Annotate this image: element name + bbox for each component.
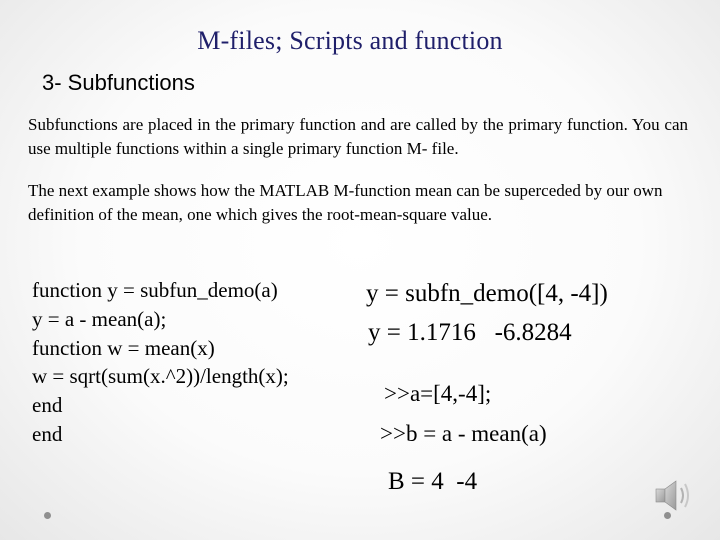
compute-statement: >>b = a - mean(a) (380, 421, 547, 446)
function-output: y = 1.1716 -6.8284 (368, 319, 572, 346)
code-line: function w = mean(x) (32, 335, 215, 360)
speaker-icon[interactable] (652, 476, 696, 516)
assign-statement: >>a=[4,-4]; (384, 381, 492, 406)
bullet-dot-icon (44, 512, 51, 519)
final-result: B = 4 -4 (388, 468, 478, 495)
code-line: y = a - mean(a); (32, 306, 167, 331)
code-line: function y = subfun_demo(a) (32, 278, 278, 302)
slide-title: M-files; Scripts and function (197, 26, 503, 55)
code-listing (32, 276, 289, 449)
paragraph-example-intro: The next example shows how the MATLAB M-function mean can be superceded by our own definition of the mean, one which gives the root-mean-square value. (28, 181, 663, 224)
code-line: end (32, 421, 63, 446)
code-line: end (32, 393, 63, 418)
code-line: w = sqrt(sum(x.^2))/length(x); (32, 364, 289, 389)
section-heading: 3- Subfunctions (42, 70, 195, 95)
paragraph-subfunctions-definition: Subfunctions are placed in the primary function and are called by the primary function. You can use multiple functions within a single primary function M- file. (28, 115, 688, 158)
function-call: y = subfn_demo([4, -4]) (366, 280, 608, 307)
